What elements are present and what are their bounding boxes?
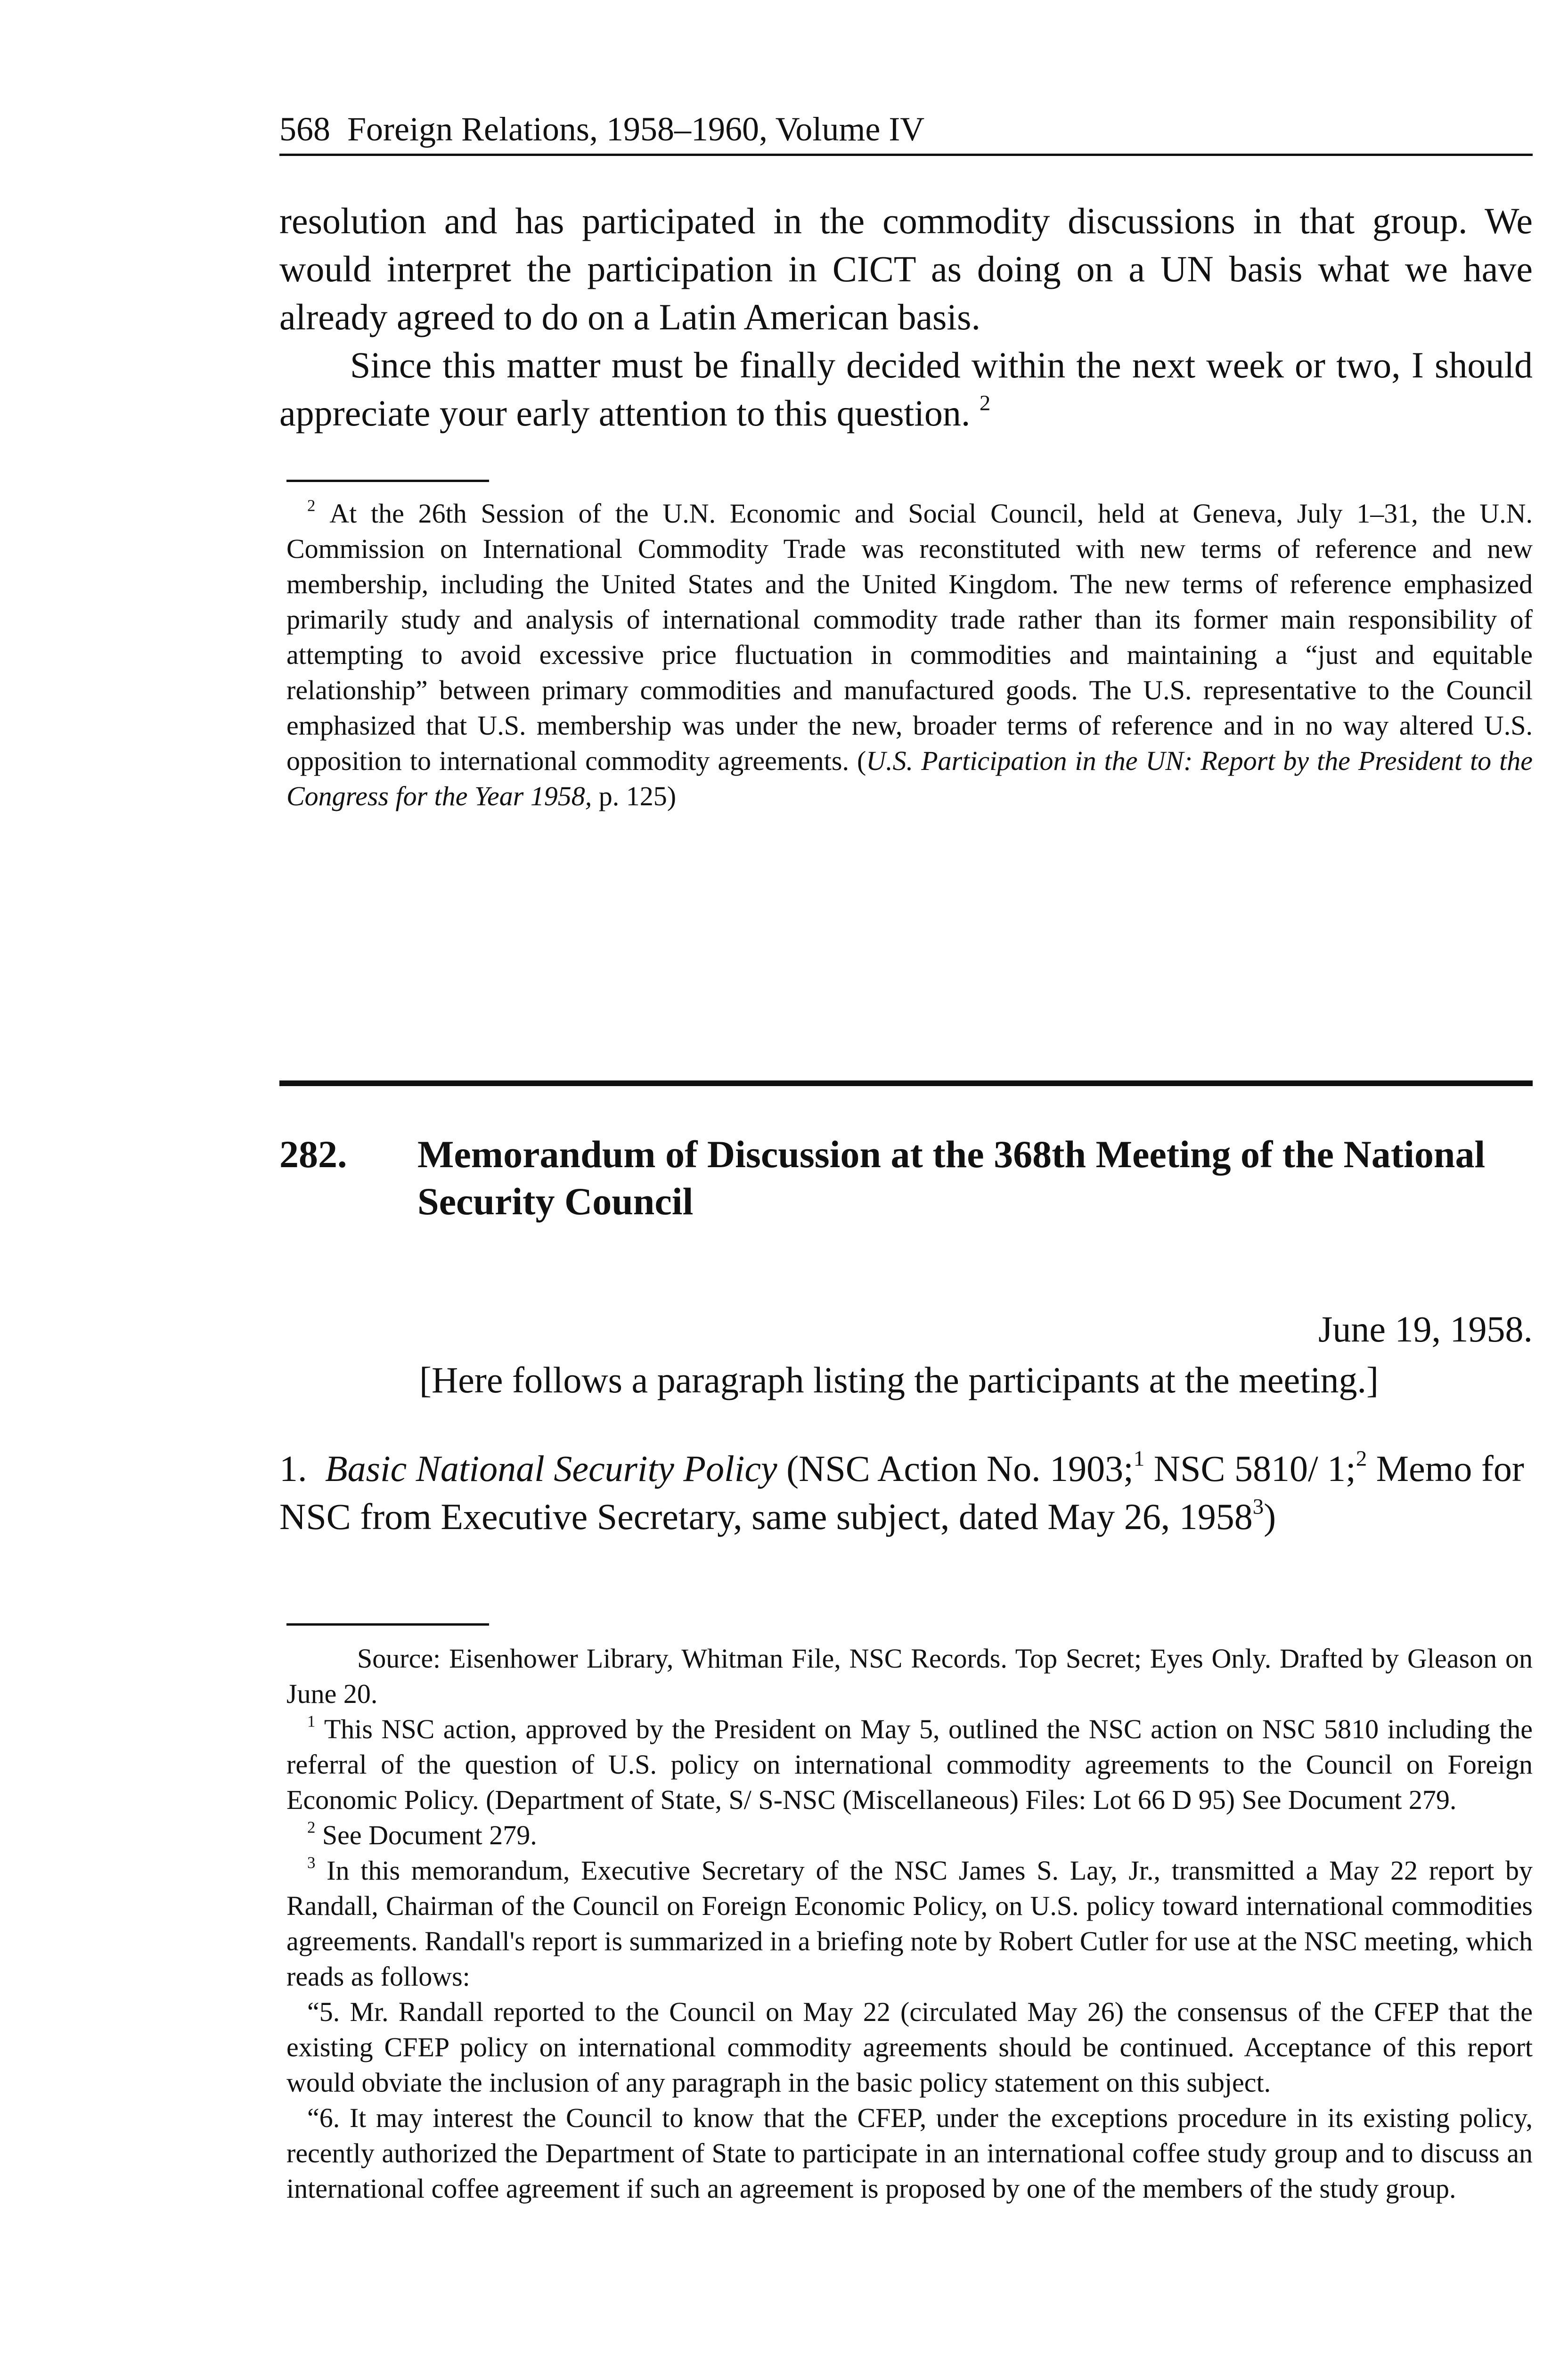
- footnote-2b: [286, 1817, 1533, 1853]
- footnote-1-text: This NSC action, approved by the President on May 5, outlined the NSC action on NSC 5810 including the referral of the question of U.S. policy on international commodity agreements to the Council on Foreign Economic Policy. (Department of State, S/ S-NSC (Miscellaneous) Files: Lot 66 D 95) See Document 279.: [286, 1714, 1533, 1815]
- footnote-rule-2: [286, 1623, 489, 1626]
- footnote-2b-text: See Document 279.: [322, 1820, 537, 1850]
- footnote-2b-marker: 2: [307, 1818, 316, 1837]
- agenda-item-1-number: 1.: [279, 1448, 307, 1489]
- document-number: 282.: [279, 1133, 347, 1176]
- footnote-2-citation: U.S. Participation in the UN: Report by the President to the Congress for the Year 1958,: [286, 745, 1533, 811]
- running-title: Foreign Relations, 1958–1960, Volume IV: [347, 110, 925, 148]
- continuation-paragraph-1: resolution and has participated in the commodity discussions in that group. We would interpret the participation in CICT as doing on a UN basis what we have already agreed to do on a Latin American basis.: [279, 200, 1533, 337]
- footnote-3: [286, 1853, 1533, 1994]
- agenda-item-1-text-c: Memo for NSC from Executive Secretary, same subject, dated May 26, 1958: [279, 1448, 1524, 1537]
- page-number: 568: [279, 110, 330, 148]
- agenda-item-1-text-a: (NSC Action No. 1903;: [777, 1448, 1134, 1489]
- agenda-item-1-title: Basic National Security Policy: [325, 1448, 777, 1489]
- footnote-1-marker: 1: [307, 1712, 316, 1731]
- document-footnotes: [286, 1641, 1533, 2206]
- agenda-item-1-heading: [279, 1445, 1533, 1541]
- quote-paragraph-6: “6. It may interest the Council to know that the CFEP, under the exceptions procedure in its existing policy, recently authorized the Department of State to participate in an international coffee study group and to discuss an international coffee agreement if such an agreement is proposed by one of the members of the study group.: [286, 2102, 1533, 2204]
- footnote-2-citation-end: p. 125): [592, 781, 677, 811]
- participants-note: [Here follows a paragraph listing the participants at the meeting.]: [419, 1359, 1379, 1400]
- document-title: Memorandum of Discussion at the 368th Meeting of the National Security Council: [417, 1133, 1486, 1223]
- footnote-1: [286, 1711, 1533, 1817]
- footnote-rule: [286, 480, 489, 482]
- footnote-ref-2: 2: [979, 391, 991, 416]
- agenda-item-1: [279, 1445, 1533, 1541]
- running-header: [279, 106, 1533, 157]
- agenda-item-1-text-b: NSC 5810/ 1;: [1153, 1448, 1356, 1489]
- quote-paragraph-5: “5. Mr. Randall reported to the Council on May 22 (circulated May 26) the consensus of the CFEP that the existing CFEP policy on international commodity agreements should be continued. Acceptance of this report would obviate the inclusion of any paragraph in the basic policy statement on this subject.: [286, 1996, 1533, 2098]
- footnote-2: [286, 496, 1533, 814]
- agenda-item-1-text-d: ): [1264, 1496, 1276, 1537]
- agenda-ref-1: 1: [1133, 1446, 1145, 1471]
- continuation-paragraph-2: [279, 341, 1533, 437]
- document-separator: [279, 1080, 1533, 1086]
- footnote-2-marker: 2: [307, 496, 316, 515]
- footnote-2-text: At the 26th Session of the U.N. Economic and Social Council, held at Geneva, July 1–31, the U.N. Commission on International Commodity Trade was reconstituted with new terms of reference and new membership, including the United States and the United Kingdom. The new terms of reference emphasized primarily study and analysis of international commodity trade rather than its former main responsibility of attempting to avoid excessive price fluctuation in commodities and maintaining a “just and equitable relationship” between primary commodities and manufactured goods. The U.S. representative to the Council emphasized that U.S. membership was under the new, broader terms of reference and in no way altered U.S. opposition to international commodity agreements. (: [286, 498, 1533, 776]
- header-rule: [279, 154, 1533, 156]
- continuation-paragraph-2-text: Since this matter must be finally decided within the next week or two, I should appreciate your early attention to this question.: [279, 344, 1533, 434]
- footnote-3-marker: 3: [307, 1853, 316, 1872]
- agenda-ref-2: 2: [1356, 1446, 1367, 1471]
- continuation-text: [279, 197, 1533, 437]
- footnote-previous: [286, 496, 1533, 814]
- agenda-ref-3: 3: [1252, 1494, 1264, 1519]
- footnote-3-text: In this memorandum, Executive Secretary of the NSC James S. Lay, Jr., transmitted a May 22 report by Randall, Chairman of the Council on Foreign Economic Policy, on U.S. policy toward international commodities agreements. Randall's report is summarized in a briefing note by Robert Cutler for use at the NSC meeting, which reads as follows:: [286, 1855, 1533, 1992]
- document-date: June 19, 1958.: [1318, 1309, 1533, 1350]
- source-note: Source: Eisenhower Library, Whitman File, NSC Records. Top Secret; Eyes Only. Drafted by Gleason on June 20.: [286, 1643, 1533, 1709]
